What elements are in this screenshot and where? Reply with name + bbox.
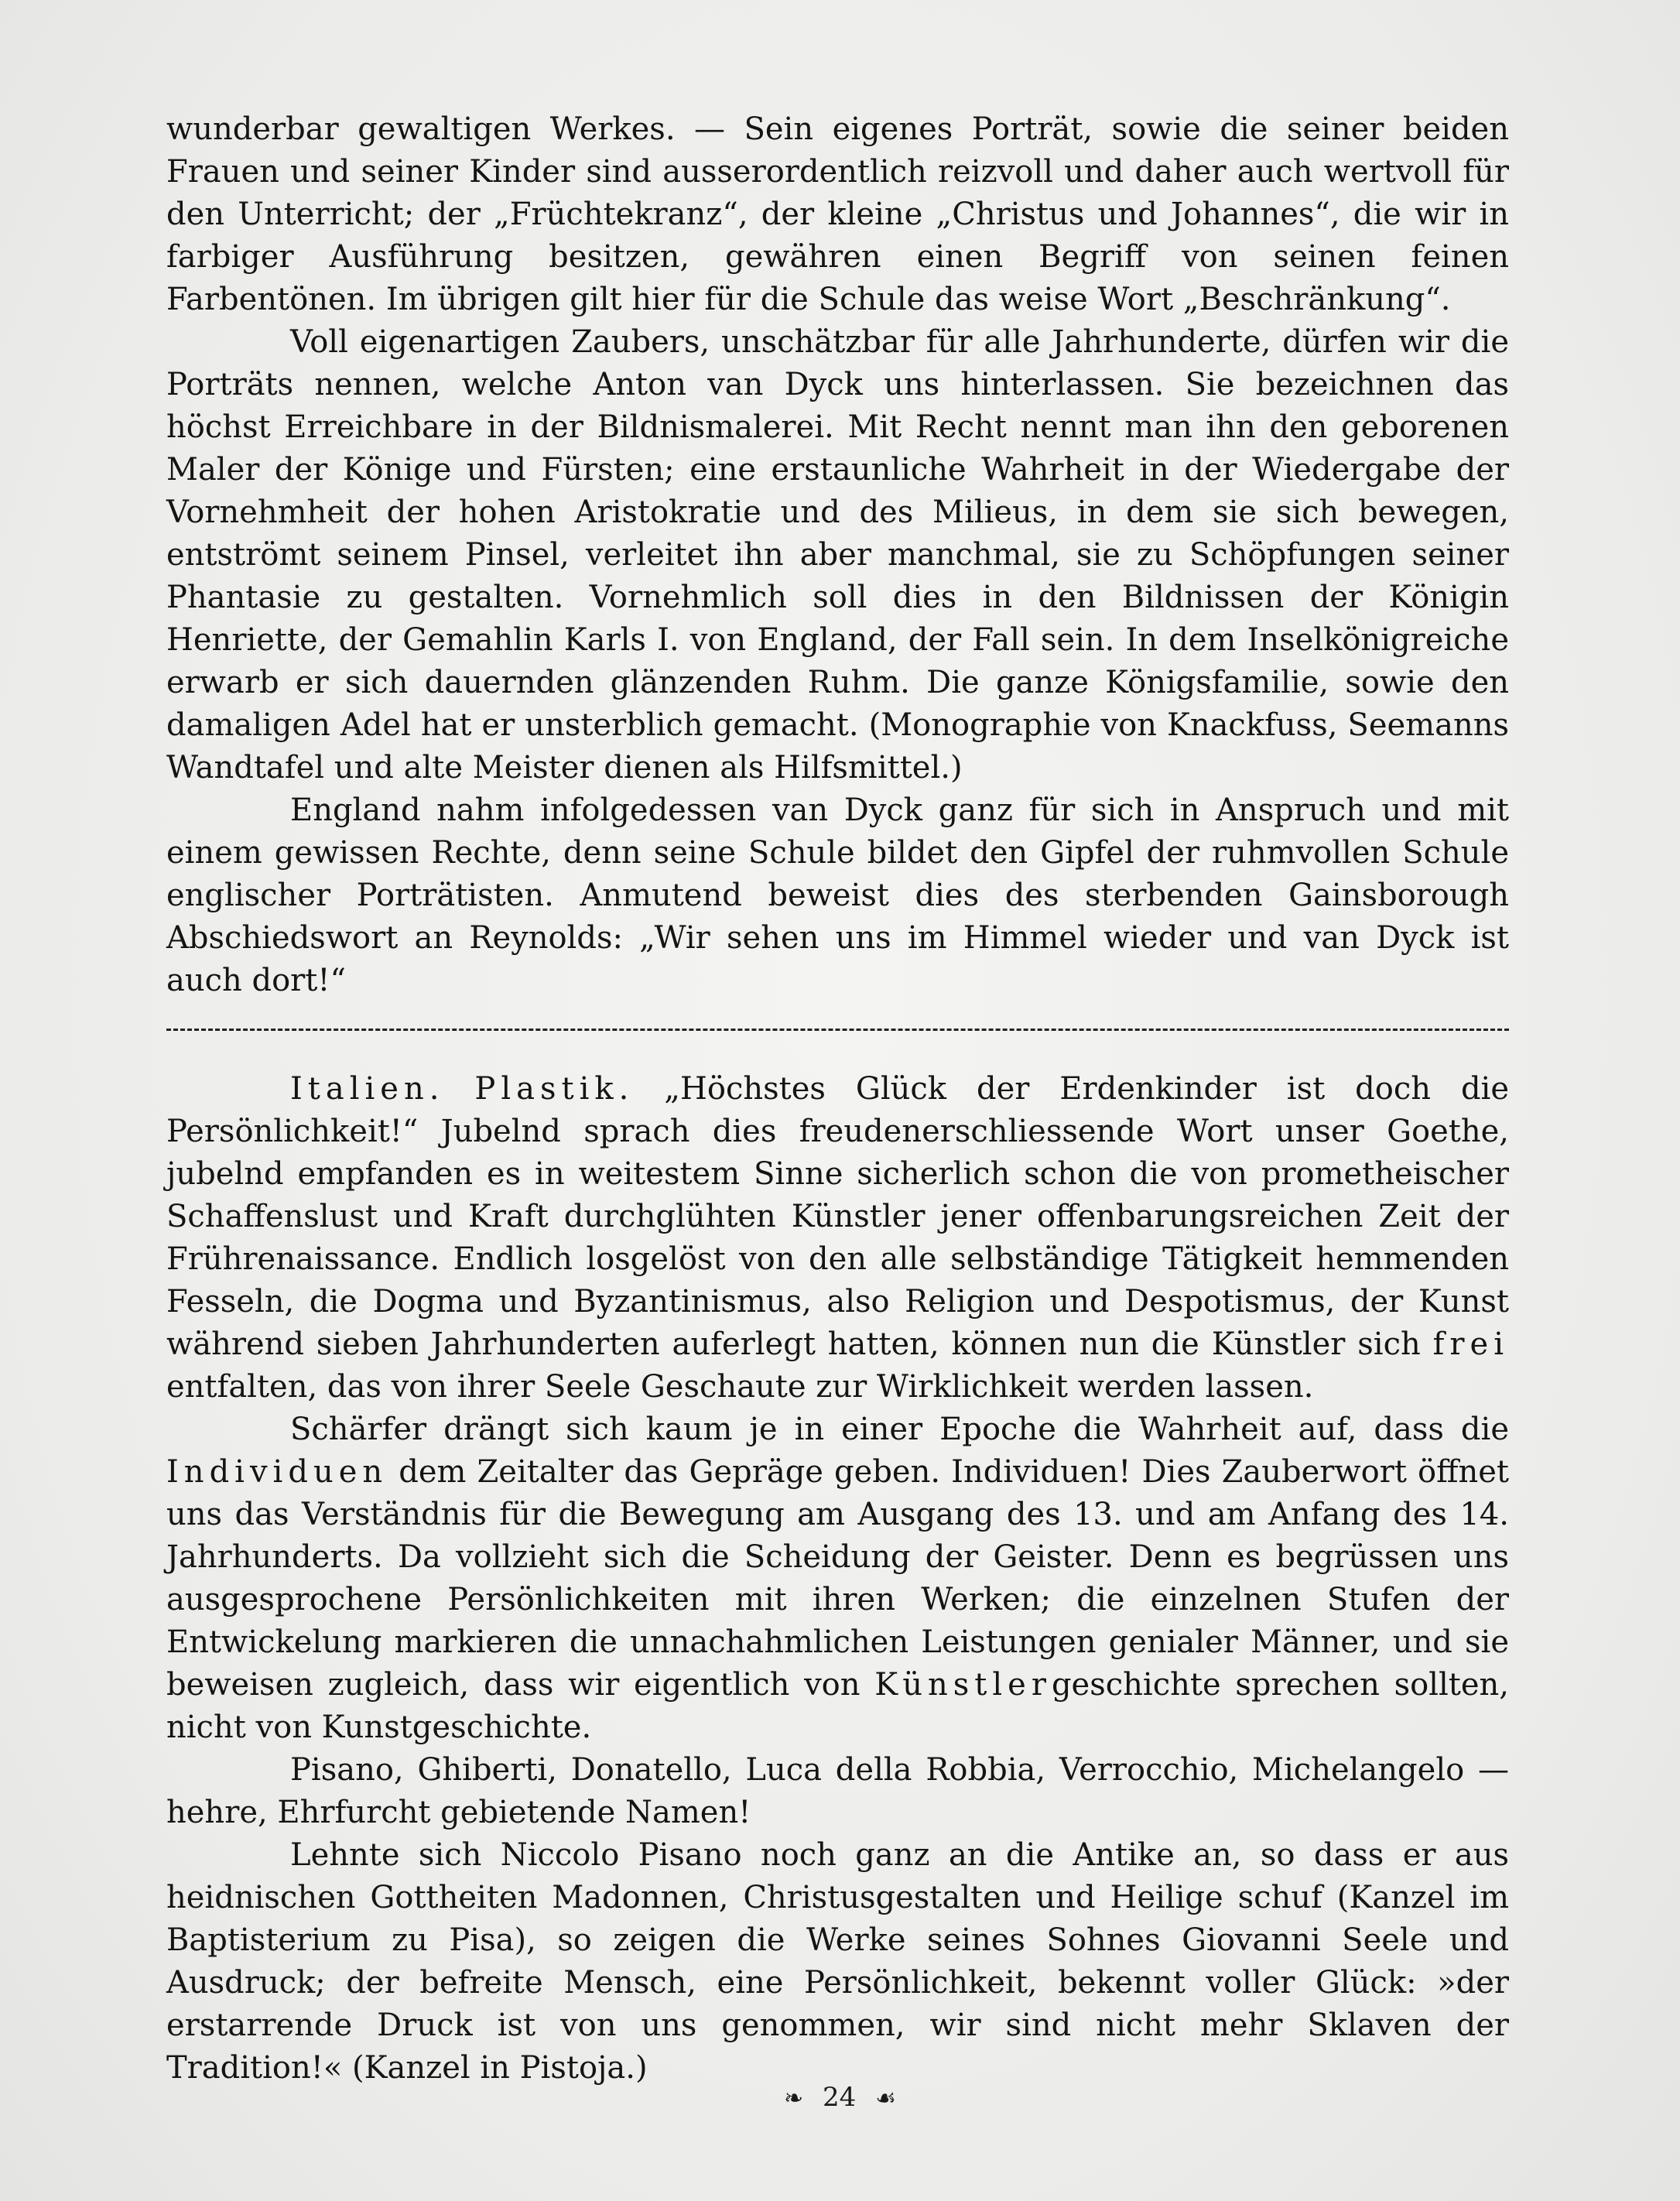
paragraph-2: Voll eigenartigen Zaubers, unschätzbar für alle Jahrhunderte, dürfen wir die Porträts nennen, welche Anton van Dyck uns hinterlassen. Sie bezeichnen das höchst Erreichbare in der Bildnismalerei. Mit Recht nennt man ihn den geborenen Maler der Könige und Fürsten; eine erstaunliche Wahrheit in der Wiedergabe der Vornehmheit der hohen Aristokratie und des Milieus, in dem sie sich bewegen, entströmt seinem Pinsel, verleitet ihn aber manchmal, sie zu Schöpfungen seiner Phantasie zu gestalten. Vornehmlich soll dies in den Bildnissen der Königin Henriette, der Gemahlin Karls I. von England, der Fall sein. In dem Inselkönigreiche erwarb er sich dauernden glänzenden Ruhm. Die ganze Königsfamilie, sowie den damaligen Adel hat er unsterblich gemacht. (Monographie von Knackfuss, Seemanns Wandtafel und alte Meister dienen als Hilfsmittel.) <box>166 324 1509 786</box>
emphasis-individuen: Individuen <box>166 1454 388 1490</box>
p2-end: geschichte sprechen sollten, nicht von Kunstgeschichte. <box>166 1667 1509 1745</box>
paragraph-names: Pisano, Ghiberti, Donatello, Luca della Robbia, Verrocchio, Michelangelo — hehre, Ehrfurcht gebietende Namen! <box>166 1752 1509 1830</box>
page-footer <box>0 2082 1680 2113</box>
paragraph-1: wunderbar gewaltigen Werkes. — Sein eigenes Porträt, sowie die seiner beiden Frauen und seiner Kinder sind ausserordentlich reizvoll und daher auch wertvoll für den Unterricht; der „Früchtekranz“, der kleine „Christus und Johannes“, die wir in farbiger Ausführung besitzen, gewähren einen Begriff von seinen feinen Farbentönen. Im übrigen gilt hier für die Schule das weise Wort „Beschränkung“. <box>166 111 1509 317</box>
emphasis-frei: frei <box>1432 1326 1509 1362</box>
body-text <box>166 108 1509 2090</box>
opening-end: entfalten, das von ihrer Seele Geschaute zur Wirklichkeit werden lassen. <box>166 1369 1314 1405</box>
heading-italien: Italien. <box>290 1071 445 1107</box>
page-number: 24 <box>822 2082 857 2113</box>
heading-plastik: Plastik. <box>474 1071 635 1107</box>
p2-mid: dem Zeitalter das Gepräge geben. Individuen! Dies Zauberwort öffnet uns das Verständnis für die Bewegung am Ausgang des 13. und am Anfang des 14. Jahrhunderts. Da vollzieht sich die Scheidung der Geister. Denn es begrüssen uns ausgesprochene Persönlichkeiten mit ihren Werken; die einzelnen Stufen der Entwickelung markieren die unnachahmlichen Leistungen genialer Männer, und sie beweisen zugleich, dass wir eigentlich von <box>166 1454 1509 1703</box>
ornament-right-icon: ☙ <box>875 2085 896 2112</box>
paragraph-individuen <box>166 1409 1509 1749</box>
section-italien-opening <box>166 1068 1509 1409</box>
emphasis-kuenstler: Künstler <box>874 1667 1052 1703</box>
paragraph-3: England nahm infolgedessen van Dyck ganz für sich in Anspruch und mit einem gewissen Rechte, denn seine Schule bildet den Gipfel der ruhmvollen Schule englischer Porträtisten. Anmutend beweist dies des sterbenden Gainsborough Abschiedswort an Reynolds: „Wir sehen uns im Himmel wieder und van Dyck ist auch dort!“ <box>166 792 1509 998</box>
paragraph-pisano: Lehnte sich Niccolo Pisano noch ganz an die Antike an, so dass er aus heidnischen Gottheiten Madonnen, Christusgestalten und Heilige schuf (Kanzel im Baptisterium zu Pisa), so zeigen die Werke seines Sohnes Giovanni Seele und Ausdruck; der befreite Mensch, eine Persönlichkeit, bekennt voller Glück: »der erstarrende Druck ist von uns genommen, wir sind nicht mehr Sklaven der Tradition!« (Kanzel in Pistoja.) <box>166 1837 1509 2086</box>
opening-text: „Höchstes Glück der Erdenkinder ist doch die Persönlichkeit!“ Jubelnd sprach dies freudenerschliessende Wort unser Goethe, jubelnd empfanden es in weitestem Sinne sicherlich schon die von prometheischer Schaffenslust und Kraft durchglühten Künstler jener offenbarungsreichen Zeit der Frührenaissance. Endlich losgelöst von den alle selbständige Tätigkeit hemmenden Fesseln, die Dogma und Byzantinismus, also Religion und Despotismus, der Kunst während sieben Jahrhunderten auferlegt hatten, können nun die Künstler sich <box>166 1071 1510 1362</box>
section-divider <box>166 1002 1509 1045</box>
p2-start: Schärfer drängt sich kaum je in einer Epoche die Wahrheit auf, dass die <box>290 1412 1509 1447</box>
ornament-left-icon: ❧ <box>784 2085 804 2112</box>
